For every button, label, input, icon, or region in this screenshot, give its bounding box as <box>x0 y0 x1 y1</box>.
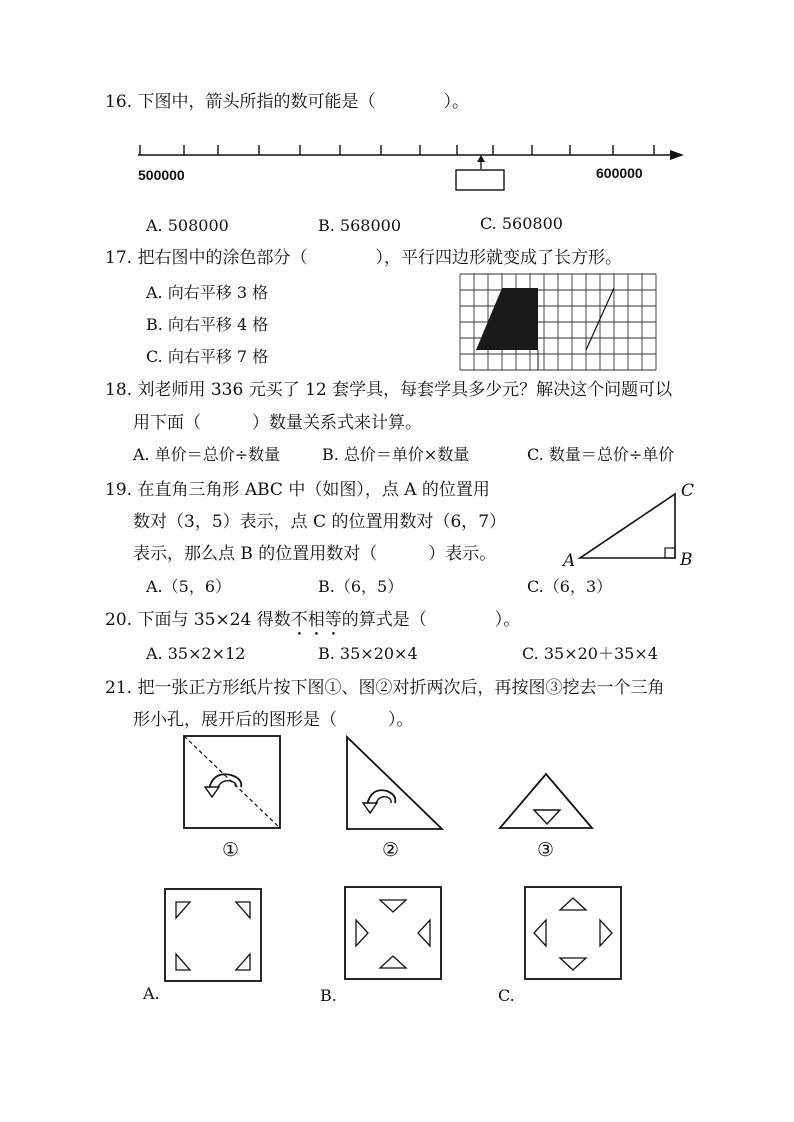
q21-step2-label: ② <box>382 839 400 861</box>
q21-stem-line1: 21. 把一张正方形纸片按下图①、图②对折两次后，再按图③挖去一个三角 <box>105 678 665 698</box>
q20-option-a[interactable]: A. 35×2×12 <box>146 644 246 663</box>
q17-option-c[interactable]: C. 向右平移 7 格 <box>146 347 269 366</box>
q19-option-b[interactable]: B.（6，5） <box>318 577 404 596</box>
q21-stem-line2: 形小孔，展开后的图形是（ ）。 <box>133 710 414 730</box>
q20-option-b[interactable]: B. 35×20×4 <box>318 644 418 663</box>
q21-step1-label: ① <box>222 839 240 861</box>
q21-step1-figure <box>183 735 283 831</box>
q19-stem-line2: 数对（3，5）表示，点 C 的位置用数对（6，7） <box>133 512 507 532</box>
q21-answer-c-label[interactable]: C. <box>498 986 515 1005</box>
q19-option-a[interactable]: A.（5，6） <box>146 577 232 596</box>
q17-shaded-trapezoid <box>476 288 538 350</box>
q17-option-b[interactable]: B. 向右平移 4 格 <box>146 315 269 334</box>
q21-answer-a-figure[interactable] <box>164 888 264 984</box>
q21-answer-a-label[interactable]: A. <box>143 984 160 1003</box>
q17-stem: 17. 把右图中的涂色部分（ ），平行四边形就变成了长方形。 <box>105 248 622 268</box>
q19-vertex-c: C <box>681 481 695 501</box>
q17-option-a[interactable]: A. 向右平移 3 格 <box>146 283 269 302</box>
q16-option-c[interactable]: C. 560800 <box>480 214 563 233</box>
q21-answer-b-figure[interactable] <box>344 886 444 982</box>
q20-stem-pre: 20. 下面与 35×24 得数 <box>105 610 291 630</box>
q19-vertex-a: A <box>563 551 576 571</box>
q18-option-c[interactable]: C. 数量＝总价÷单价 <box>527 445 675 464</box>
q21-step3-figure <box>498 770 598 832</box>
q18-option-a[interactable]: A. 单价＝总价÷数量 <box>133 445 281 464</box>
q20-stem-post: 的算式是（ ）。 <box>341 610 521 630</box>
q20-stem-emphasis: 不相等 <box>290 610 342 630</box>
q19-stem-line1: 19. 在直角三角形 ABC 中（如图），点 A 的位置用 <box>105 480 490 500</box>
q19-stem-line3: 表示，那么点 B 的位置用数对（ ）表示。 <box>133 544 497 564</box>
q16-option-b[interactable]: B. 568000 <box>318 216 402 235</box>
q19-option-c[interactable]: C.（6，3） <box>527 577 613 596</box>
q16-label-left: 500000 <box>138 167 185 183</box>
q21-step2-figure <box>345 735 445 831</box>
q18-stem-line1: 18. 刘老师用 336 元买了 12 套学具，每套学具多少元？解决这个问题可以 <box>105 380 673 400</box>
q19-triangle-figure <box>575 490 685 565</box>
q21-answer-c-figure[interactable] <box>524 886 624 982</box>
q18-stem-line2: 用下面（ ）数量关系式来计算。 <box>133 413 422 433</box>
q16-stem: 16. 下图中，箭头所指的数可能是（ ）。 <box>105 92 469 112</box>
q21-answer-b-label[interactable]: B. <box>320 986 337 1005</box>
q16-option-a[interactable]: A. 508000 <box>146 216 229 235</box>
q18-option-b[interactable]: B. 总价＝单价×数量 <box>322 445 470 464</box>
q16-number-line <box>0 0 794 200</box>
q16-label-right: 600000 <box>596 165 643 181</box>
q19-vertex-b: B <box>680 550 693 570</box>
q17-grid-figure <box>460 274 656 370</box>
q20-option-c[interactable]: C. 35×20＋35×4 <box>522 644 658 663</box>
q20-stem <box>105 610 520 640</box>
q21-step3-label: ③ <box>537 839 555 861</box>
